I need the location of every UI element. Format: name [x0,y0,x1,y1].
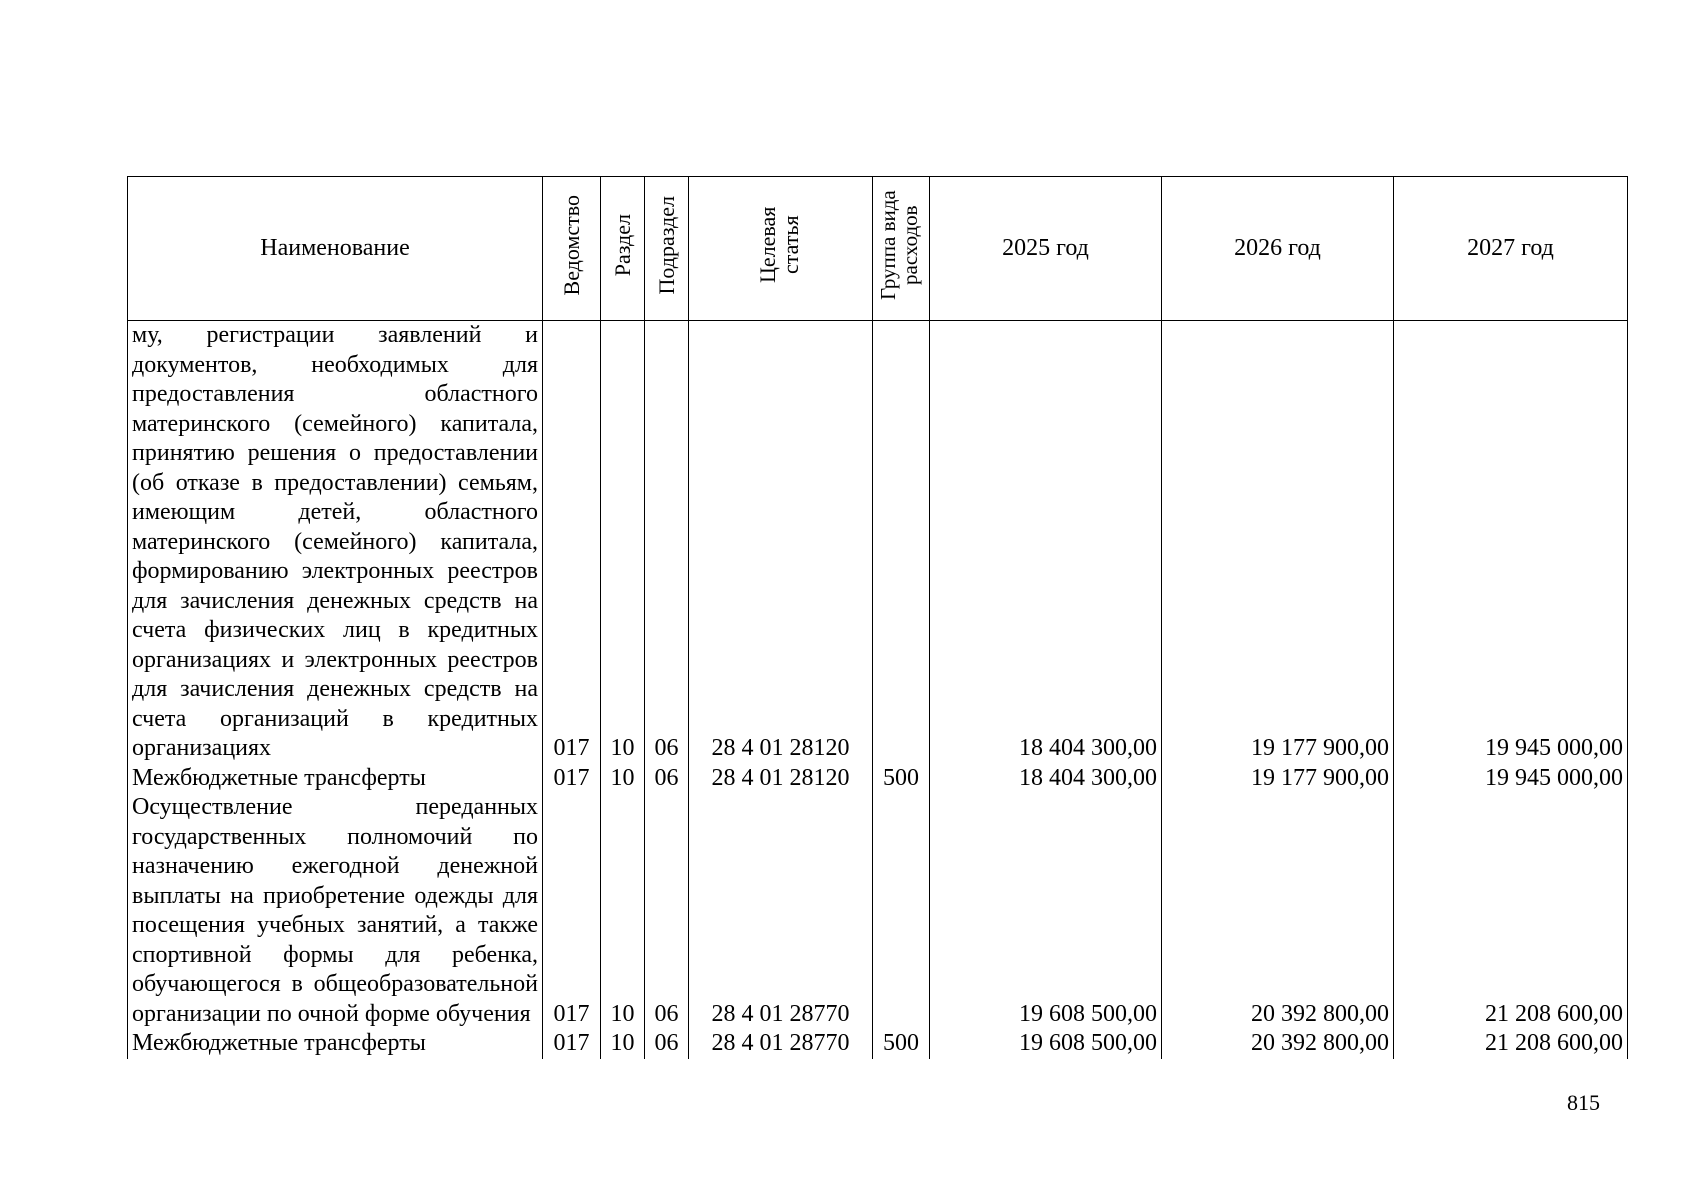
row-name: Межбюджетные трансферты [128,764,543,794]
table-row [128,793,1628,1029]
header-year-2027: 2027 год [1394,177,1628,321]
row-target-item: 28 4 01 28120 [689,321,873,764]
row-amount-2026: 20 392 800,00 [1162,1029,1394,1059]
row-target-item: 28 4 01 28770 [689,1029,873,1059]
row-department: 017 [543,793,601,1029]
row-subsection: 06 [645,321,689,764]
page-number: 815 [1567,1090,1600,1115]
row-name: му, регистрации заявлений и документов, необходимых для предоставления областного материнского (семейного) капитала, принятию решения о предоставлении (об отказе в предоставлении) семьям, имеющим детей, областного материнского (семейного) капитала, формированию электронных реестров для зачисления денежных средств на счета физических лиц в кредитных организациях и электронных реестров для зачисления денежных средств на счета организаций в кредитных организациях [128,321,543,764]
row-department: 017 [543,321,601,764]
table-header-row [128,177,1628,321]
row-subsection: 06 [645,1029,689,1059]
table-row [128,321,1628,764]
row-amount-2027: 19 945 000,00 [1394,764,1628,794]
row-amount-2027: 21 208 600,00 [1394,1029,1628,1059]
row-amount-2025: 19 608 500,00 [930,793,1162,1029]
row-amount-2025: 18 404 300,00 [930,321,1162,764]
row-section: 10 [601,321,645,764]
row-section: 10 [601,793,645,1029]
header-department: Ведомство [543,177,601,321]
row-expense-group: 500 [873,764,930,794]
row-target-item: 28 4 01 28120 [689,764,873,794]
row-target-item: 28 4 01 28770 [689,793,873,1029]
header-year-2025: 2025 год [930,177,1162,321]
row-amount-2025: 18 404 300,00 [930,764,1162,794]
row-subsection: 06 [645,764,689,794]
row-name: Осуществление переданных государственных полномочий по назначению ежегодной денежной выплаты на приобретение одежды для посещения учебных занятий, а также спортивной формы для ребенка, обучающегося в общеобразовательной организации по очной форме обучения [128,793,543,1029]
row-department: 017 [543,764,601,794]
row-department: 017 [543,1029,601,1059]
budget-document-page [127,176,1627,1059]
header-section: Раздел [601,177,645,321]
row-amount-2025: 19 608 500,00 [930,1029,1162,1059]
header-name: Наименование [128,177,543,321]
row-amount-2026: 20 392 800,00 [1162,793,1394,1029]
row-expense-group [873,793,930,1029]
budget-table [127,176,1628,1059]
row-amount-2026: 19 177 900,00 [1162,321,1394,764]
row-amount-2027: 21 208 600,00 [1394,793,1628,1029]
row-expense-group [873,321,930,764]
header-year-2026: 2026 год [1162,177,1394,321]
row-section: 10 [601,764,645,794]
row-subsection: 06 [645,793,689,1029]
header-subsection: Подраздел [645,177,689,321]
row-amount-2026: 19 177 900,00 [1162,764,1394,794]
header-expense-group: Группа вида расходов [873,177,930,321]
table-row [128,764,1628,794]
row-amount-2027: 19 945 000,00 [1394,321,1628,764]
table-row [128,1029,1628,1059]
row-expense-group: 500 [873,1029,930,1059]
header-target-item: Целевая статья [689,177,873,321]
row-section: 10 [601,1029,645,1059]
row-name: Межбюджетные трансферты [128,1029,543,1059]
